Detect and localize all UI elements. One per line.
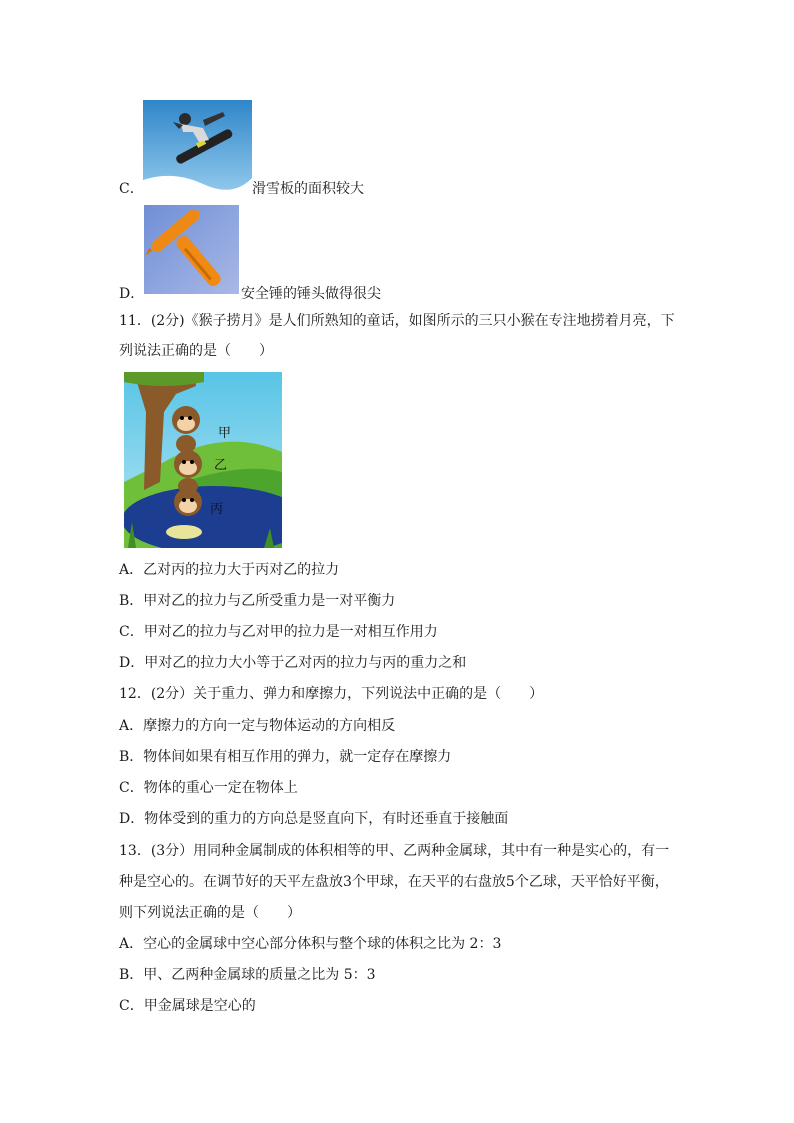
option-d-text: 安全锤的锤头做得很尖	[241, 286, 381, 302]
q12-option-d: D．物体受到的重力的方向总是竖直向下，有时还垂直于接触面	[119, 811, 509, 827]
label-yi: 乙	[214, 458, 228, 473]
q11-stem-line2: 列说法正确的是（ ）	[119, 343, 273, 359]
q11-option-d: D．甲对乙的拉力大小等于乙对丙的拉力与丙的重力之和	[119, 655, 467, 671]
option-c-letter: C．	[119, 181, 144, 197]
q11-option-b: B．甲对乙的拉力与乙所受重力是一对平衡力	[119, 593, 396, 609]
label-jia: 甲	[218, 426, 232, 441]
safety-hammer-image	[144, 205, 239, 294]
option-c-text: 滑雪板的面积较大	[252, 181, 364, 197]
q13-option-c: C．甲金属球是空心的	[119, 998, 256, 1014]
q12-option-b: B．物体间如果有相互作用的弹力，就一定存在摩擦力	[119, 749, 452, 765]
q11-option-a: A．乙对丙的拉力大于丙对乙的拉力	[119, 562, 340, 578]
snowboarder-image	[143, 100, 252, 190]
q11-option-c: C．甲对乙的拉力与乙对甲的拉力是一对相互作用力	[119, 624, 438, 640]
option-d-letter: D．	[119, 286, 145, 302]
monkeys-image	[124, 372, 282, 548]
q12-option-c: C．物体的重心一定在物体上	[119, 780, 298, 796]
q13-stem-line3: 则下列说法正确的是（ ）	[119, 905, 301, 921]
q13-option-b: B．甲、乙两种金属球的质量之比为 5：3	[119, 967, 376, 983]
q11-stem-line1: 11．(2分)《猴子捞月》是人们所熟知的童话，如图所示的三只小猴在专注地捞着月亮，下	[119, 313, 675, 329]
q13-option-a: A．空心的金属球中空心部分体积与整个球的体积之比为 2：3	[119, 936, 502, 952]
q12-option-a: A．摩擦力的方向一定与物体运动的方向相反	[119, 718, 396, 734]
q12-stem: 12．(2分）关于重力、弹力和摩擦力，下列说法中正确的是（ ）	[119, 686, 544, 702]
q13-stem-line1: 13．(3分）用同种金属制成的体积相等的甲、乙两种金属球，其中有一种是实心的，有一	[119, 843, 670, 859]
label-bing: 丙	[210, 502, 224, 517]
q13-stem-line2: 种是空心的。在调节好的天平左盘放3个甲球，在天平的右盘放5个乙球，天平恰好平衡，	[119, 874, 669, 890]
